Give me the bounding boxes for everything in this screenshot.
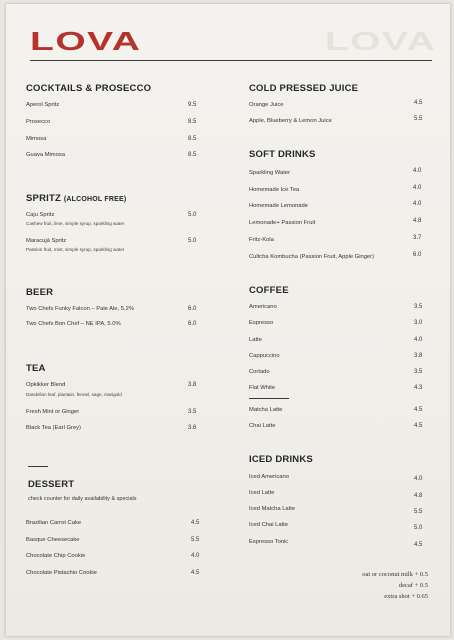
dessert-divider xyxy=(28,466,48,467)
menu-item-price: 4.0 xyxy=(413,201,422,207)
menu-item-name: Mimosa xyxy=(26,136,47,142)
menu-item-name: Lemonade+ Passion Fruit xyxy=(249,220,316,226)
menu-item-price: 6.0 xyxy=(413,252,422,258)
section-title-iced-drinks: ICED DRINKS xyxy=(249,454,313,465)
menu-item-price: 3.7 xyxy=(413,235,422,241)
menu-item-price: 4.0 xyxy=(414,337,423,343)
menu-item-name: Espresso xyxy=(249,320,274,326)
brand-logo: LOVA xyxy=(30,26,142,56)
section-title-spritz-note: (ALCOHOL FREE) xyxy=(63,196,127,203)
menu-item-name: Prosecco xyxy=(26,119,51,125)
menu-item-price: 5.0 xyxy=(188,238,197,244)
menu-item-name: Cultcha Kombucha (Passion Fruit, Apple Ginger) xyxy=(249,254,375,260)
menu-item-name: Homemade Lemonade xyxy=(249,203,308,209)
menu-item-price: 4.0 xyxy=(413,185,422,191)
menu-item-name: Chocolate Chip Cookie xyxy=(26,553,86,559)
menu-item-name: Iced Latte xyxy=(249,490,275,496)
menu-item-price: 9.5 xyxy=(188,102,197,108)
section-title-spritz xyxy=(26,193,126,204)
menu-item-price: 4.5 xyxy=(414,100,423,106)
menu-item-price: 3.5 xyxy=(414,304,423,310)
menu-item-name: Opkikker Blend xyxy=(26,382,66,388)
coffee-divider xyxy=(249,398,289,399)
menu-item-price: 3.5 xyxy=(414,369,423,375)
menu-item-name: Matcha Latte xyxy=(249,407,283,413)
menu-item-name: Aperol Spritz xyxy=(26,102,60,108)
menu-item-name: Two Chefs Funky Falcon – Pale Ale, 5.2% xyxy=(26,306,134,312)
menu-item-name: Fritz-Kola xyxy=(249,237,274,243)
menu-item-price: 8.5 xyxy=(188,119,197,125)
menu-item-price: 3.8 xyxy=(414,353,423,359)
menu-item-name: Chai Latte xyxy=(249,423,276,429)
menu-item-price: 3.8 xyxy=(188,382,197,388)
menu-item-name: Cortado xyxy=(249,369,270,375)
menu-item-name: Apple, Blueberry & Lemon Juice xyxy=(249,118,332,124)
menu-item-name: Orange Juice xyxy=(249,102,284,108)
menu-item-price: 8.5 xyxy=(188,152,197,158)
extras-decaf: decaf + 0.5 xyxy=(398,582,428,589)
menu-item-price: 5.0 xyxy=(414,525,423,531)
menu-item-name: Maracujá Spritz xyxy=(26,238,67,244)
menu-item-price: 5.0 xyxy=(188,212,197,218)
menu-item-name: Sparkling Water xyxy=(249,170,291,176)
menu-item-price: 8.5 xyxy=(188,136,197,142)
menu-item-price: 5.5 xyxy=(414,116,423,122)
menu-item-name: Flat White xyxy=(249,385,276,391)
menu-item-name: Espresso Tonic xyxy=(249,539,289,545)
section-title-cocktails: COCKTAILS & PROSECCO xyxy=(26,83,152,94)
menu-item-name: Cappuccino xyxy=(249,353,280,359)
section-title-spritz-main: SPRITZ xyxy=(26,193,61,204)
menu-item-price: 5.5 xyxy=(414,509,423,515)
section-title-dessert: DESSERT xyxy=(28,479,75,490)
menu-item-description: Cashew fruit, lime, simple syrup, sparkling water xyxy=(26,221,125,226)
menu-item-price: 3.6 xyxy=(188,425,197,431)
menu-item-price: 4.5 xyxy=(414,542,423,548)
menu-item-name: Iced Chai Latte xyxy=(249,522,288,528)
dessert-note: check counter for daily availability & specials xyxy=(28,496,137,502)
menu-item-name: Two Chefs Bon Chef – NE IPA, 5.0% xyxy=(26,321,121,327)
menu-item-price: 4.5 xyxy=(191,570,200,576)
menu-item-price: 4.8 xyxy=(413,218,422,224)
menu-item-name: Homemade Ice Tea xyxy=(249,187,300,193)
menu-item-description: Dandelion leaf, plantain, fennel, sage, marigold xyxy=(26,392,122,397)
menu-item-description: Passion fruit, mint, simple syrup, sparkling water xyxy=(26,247,125,252)
menu-item-name: Chocolate Pistachio Cookie xyxy=(26,570,97,576)
menu-item-name: Brazilian Carrot Cake xyxy=(26,520,82,526)
section-title-juice: COLD PRESSED JUICE xyxy=(249,83,359,94)
menu-item-name: Latte xyxy=(249,337,262,343)
header-divider xyxy=(30,60,432,61)
menu-item-name: Fresh Mint or Ginger xyxy=(26,409,80,415)
menu-item-name: Guava Mimosa xyxy=(26,152,65,158)
menu-item-price: 6.0 xyxy=(188,306,197,312)
menu-item-price: 4.8 xyxy=(414,493,423,499)
menu-item-name: Iced Americano xyxy=(249,474,289,480)
menu-item-name: Iced Matcha Latte xyxy=(249,506,296,512)
menu-item-name: Caju Spritz xyxy=(26,212,55,218)
menu-item-price: 3.5 xyxy=(188,409,197,415)
extras-oat-milk: oat or coconut milk + 0.5 xyxy=(362,571,428,578)
menu-item-price: 4.3 xyxy=(414,385,423,391)
menu-item-price: 4.5 xyxy=(191,520,200,526)
menu-item-price: 3.0 xyxy=(414,320,423,326)
section-title-beer: BEER xyxy=(26,287,54,298)
extras-extra-shot: extra shot + 0.65 xyxy=(384,593,428,600)
menu-item-name: Basque Cheesecake xyxy=(26,537,80,543)
menu-item-name: Americano xyxy=(249,304,277,310)
logo-bleed-through: LOVA xyxy=(324,26,436,56)
menu-item-price: 6.0 xyxy=(188,321,197,327)
menu-item-name: Black Tea (Earl Grey) xyxy=(26,425,81,431)
menu-item-price: 4.0 xyxy=(191,553,200,559)
section-title-soft-drinks: SOFT DRINKS xyxy=(249,149,316,160)
menu-item-price: 4.5 xyxy=(414,407,423,413)
menu-item-price: 4.0 xyxy=(414,476,423,482)
section-title-coffee: COFFEE xyxy=(249,285,289,296)
menu-page xyxy=(6,4,450,636)
menu-item-price: 4.0 xyxy=(413,168,422,174)
menu-item-price: 4.5 xyxy=(414,423,423,429)
section-title-tea: TEA xyxy=(26,363,46,374)
menu-item-price: 5.5 xyxy=(191,537,200,543)
